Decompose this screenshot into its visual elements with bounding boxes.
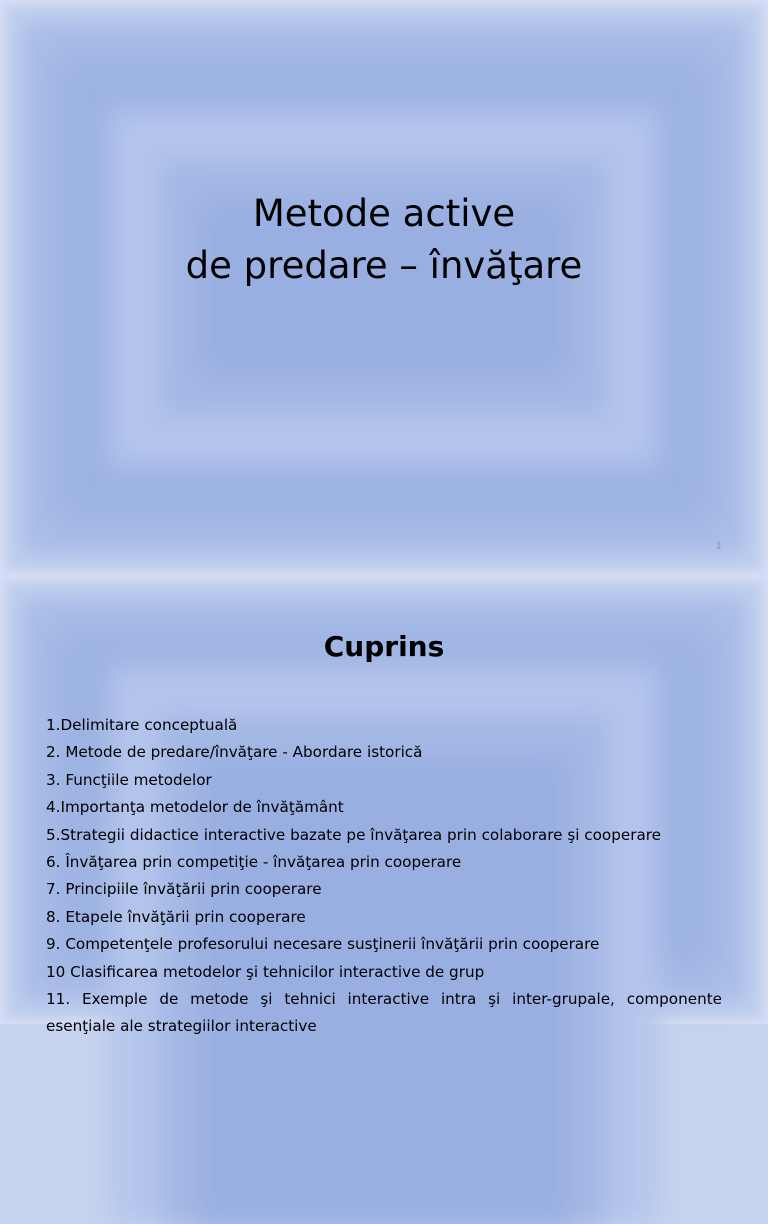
contents-list: [46, 712, 722, 1041]
title-slide: [0, 0, 768, 576]
contents-slide: [0, 576, 768, 1036]
contents-item: 8. Etapele învăţării prin cooperare: [46, 907, 306, 926]
contents-item: 4.Importanţa metodelor de învăţământ: [46, 798, 344, 817]
contents-item: 7. Principiile învăţării prin cooperare: [46, 880, 322, 899]
slide-title: [0, 188, 768, 292]
contents-item: 6. Învăţarea prin competiţie - învăţarea prin cooperare: [46, 853, 462, 872]
contents-item: 1.Delimitare conceptuală: [46, 716, 238, 734]
slide-title-line-1: Metode active: [252, 192, 516, 235]
contents-heading: Cuprins: [323, 630, 445, 663]
page-number: 1: [715, 541, 722, 552]
contents-item: 2. Metode de predare/învăţare - Abordare istorică: [46, 743, 423, 762]
slide-title-line-2: de predare – învăţare: [185, 244, 583, 287]
contents-item: 10 Clasificarea metodelor şi tehnicilor interactive de grup: [46, 962, 485, 981]
contents-item: 11. Exemple de metode şi tehnici interactive intra şi inter-grupale, componente esenţiale ale strategiilor interactive: [46, 990, 722, 1036]
contents-item: 5.Strategii didactice interactive bazate pe învăţarea prin colaborare şi cooperare: [46, 825, 662, 844]
contents-item: 9. Competenţele profesorului necesare susţinerii învăţării prin cooperare: [46, 935, 600, 954]
contents-item: 3. Funcţiile metodelor: [46, 770, 212, 789]
